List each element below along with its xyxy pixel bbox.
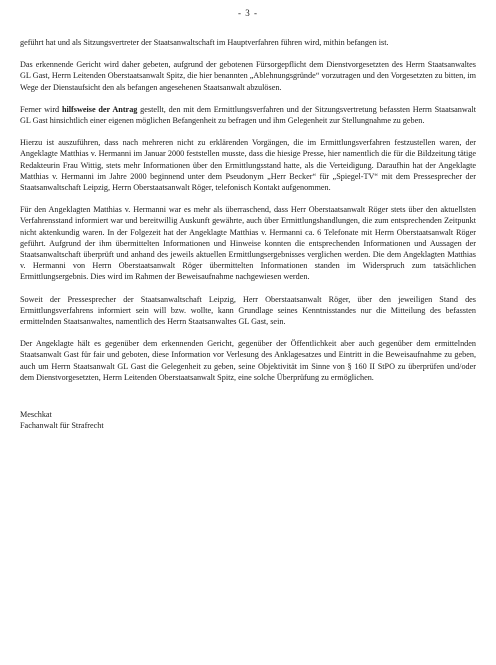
signature-name: Meschkat bbox=[20, 410, 52, 420]
paragraph-2: Das erkennende Gericht wird daher gebeten, aufgrund der gebotenen Fürsorgepflicht dem Dienstvorgesetzten des Herrn Staatsanwaltes GL Gast, Herrn Leitenden Oberstaatsanwalt Spitz, die hier benannten „Ablehnungsgründe“ vorzutragen und den Vorgesetzten zu bitten, im Wege der Dienstaufsicht den als befangen angesehenen Staatsanwalt abzulösen. bbox=[20, 60, 476, 92]
signature-title: Fachanwalt für Strafrecht bbox=[20, 421, 104, 431]
paragraph-4: Hierzu ist auszuführen, dass nach mehreren nicht zu erklärenden Vorgängen, die im Ermittlungsverfahren festzustellen waren, der Angeklagte Matthias v. Hermanni im Januar 2000 feststellen musste, dass die hiesige Presse, hier namentlich die für die Bildzeitung tätige Redakteurin Frau Wittig, stets mehr Informationen über den Ermittlungsstand hatte, als die Verteidigung. Daraufhin hat der Angeklagte Matthias v. Hermanni im Jahre 2000 beginnend unter dem Pseudonym „Herr Becker“ für „Spiegel-TV“ mit dem Pressesprecher der Staatsanwaltschaft Leipzig, Herrn Oberstaatsanwalt Röger, telefonisch Kontakt aufgenommen. bbox=[20, 138, 476, 193]
paragraph-5: Für den Angeklagten Matthias v. Hermanni war es mehr als überraschend, dass Herr Oberstaatsanwalt Röger stets über den aktuellsten Verfahrensstand informiert war und bereitwillig Auskunft gewährte, auch über Ermittlungshandlungen, die zum entsprechenden Zeitpunkt nicht aktenkundig waren. In der Folgezeit hat der Angeklagte Matthias v. Hermanni ca. 6 Telefonate mit Herrn Oberstaatsanwalt Röger geführt. Aufgrund der ihm übermittelten Informationen und Hinweise konnten die entsprechenden Informationen und Aussagen der Staatsanwaltschaft überprüft und anhand des jeweils aktuellen Ermittlungsergebnisses verglichen werden. Die dem Angeklagten Matthias v. Hermanni von Herrn Oberstaatsanwalt Röger übermittelten Informationen standen im Widerspruch zum tatsächlichen Ermittlungsergebnis. Dies wird im Rahmen der Beweisaufnahme nachgewiesen werden. bbox=[20, 205, 476, 282]
paragraph-3-lead: Ferner wird bbox=[20, 104, 62, 114]
paragraph-1: geführt hat und als Sitzungsvertreter der Staatsanwaltschaft im Hauptverfahren führen wird, mithin befangen ist. bbox=[20, 38, 389, 47]
signature-block bbox=[20, 409, 476, 431]
paragraph-3-bold-motion: hilfsweise der Antrag bbox=[61, 104, 138, 114]
paragraph-3-rest: gestellt, den mit dem Ermittlungsverfahren und der Sitzungsvertretung befassten Herrn Staatsanwalt GL Gast hinsichtlich einer eigenen möglichen Befangenheit zu befragen und ihm Gelegenheit zur Stellungnahme zu geben. bbox=[20, 104, 476, 126]
paragraph-7: Der Angeklagte hält es gegenüber dem erkennenden Gericht, gegenüber der Öffentlichkeit aber auch gegenüber dem ermittelnden Staatsanwalt Gast für fair und geboten, diese Information vor Verlesung des Anklagesatzes und Eintritt in die Beweisaufnahme zu geben, auch um Herrn Staatsanwalt GL Gast die Gelegenheit zu geben, seine Objektivität im Sinne von § 160 II StPO zu überprüfen und/oder dem Dienstvorgesetzten, Herrn Leitenden Oberstaatsanwalt Spitz, eine solche Überprüfung zu ermöglichen. bbox=[20, 339, 476, 382]
page-number: - 3 - bbox=[238, 8, 258, 18]
paragraph-3 bbox=[20, 104, 476, 126]
paragraph-6: Soweit der Pressesprecher der Staatsanwaltschaft Leipzig, Herr Oberstaatsanwalt Röger, über den jeweiligen Stand des Ermittlungsverfahrens informiert sein will bzw. wollte, kann Grundlage seines Kenntnisstandes nur die Mitteilung des befassten ermittelnden Staatsanwaltes, namentlich des Herrn Staatsanwaltes GL Gast, sein. bbox=[20, 294, 476, 327]
